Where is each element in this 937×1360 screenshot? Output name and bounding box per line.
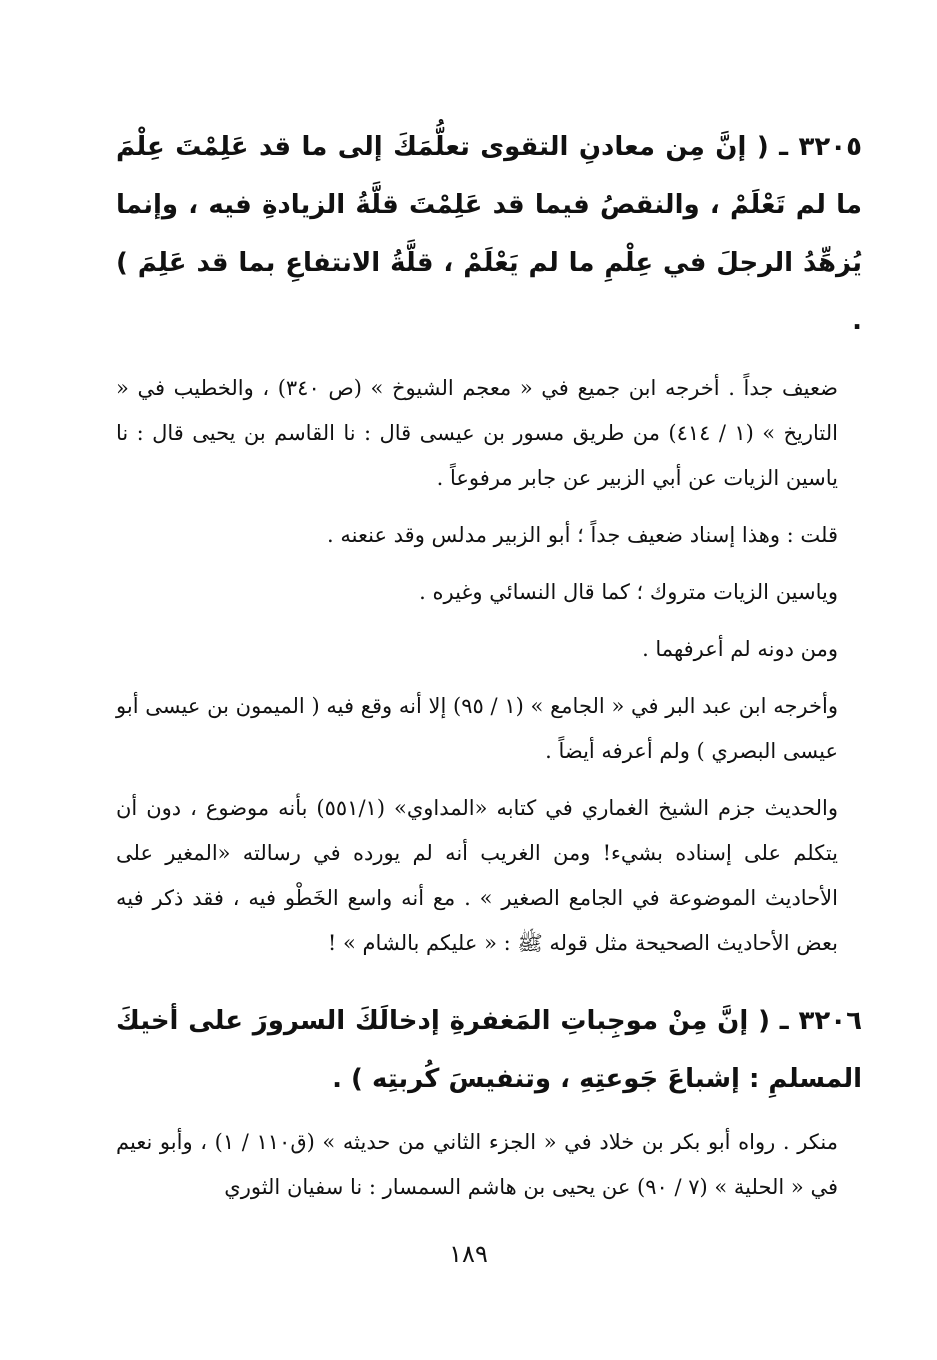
hadith-number: ٣٢٠٥ ـ	[779, 132, 862, 162]
hadith-3206	[116, 992, 862, 1108]
page-number: ١٨٩	[449, 1240, 488, 1268]
page-body	[116, 118, 862, 1210]
hadith-text: ( إنَّ مِنْ موجِباتِ المَغفرةِ إدخالَكَ السرورَ على أخيكَ المسلمِ : إشباعَ جَوعتِهِ ، وتنفيسَ كُربتِه ) .	[116, 1006, 862, 1094]
hadith-text: ( إنَّ مِن معادنِ التقوى تعلُّمَكَ إلى ما قد عَلِمْتَ عِلْمَ ما لم تَعْلَمْ ، والنقصُ فيما قد عَلِمْتَ قلَّةُ الزيادةِ فيه ، وإنما يُزهِّدُ الرجلَ في عِلْمِ ما لم يَعْلَمْ ، قلَّةُ الانتفاعِ بما قد عَلِمَ ) .	[116, 132, 862, 336]
hadith-3205	[116, 118, 862, 350]
commentary-paragraph: وأخرجه ابن عبد البر في « الجامع » (١ / ٩٥) إلا أنه وقع فيه ( الميمون بن عيسى أبو عيسى البصري ) ولم أعرفه أيضاً .	[116, 694, 838, 763]
commentary-paragraph: ومن دونه لم أعرفهما .	[642, 637, 838, 661]
commentary-paragraph: منكر . رواه أبو بكر بن خلاد في « الجزء الثاني من حديثه » (ق١١٠ / ١) ، وأبو نعيم في « الحلية » (٧ / ٩٠) عن يحيى بن هاشم السمسار : نا سفيان الثوري	[116, 1130, 838, 1199]
commentary-paragraph: وياسين الزيات متروك ؛ كما قال النسائي وغيره .	[419, 580, 838, 604]
hadith-number: ٣٢٠٦ ـ	[779, 1006, 862, 1036]
commentary-paragraph: ضعيف جداً . أخرجه ابن جميع في « معجم الشيوخ » (ص ٣٤٠) ، والخطيب في « التاريخ » (١ / ٤١٤) من طريق مسور بن عيسى قال : نا القاسم بن يحيى قال : نا ياسين الزيات عن أبي الزبير عن جابر مرفوعاً .	[116, 376, 838, 490]
commentary-paragraph: قلت : وهذا إسناد ضعيف جداً ؛ أبو الزبير مدلس وقد عنعنه .	[327, 523, 838, 547]
commentary-paragraph: والحديث جزم الشيخ الغماري في كتابه «المداوي» (٥٥١/١) بأنه موضوع ، دون أن يتكلم على إسناده بشيء! ومن الغريب أنه لم يورده في رسالته «المغير على الأحاديث الموضوعة في الجامع الصغير » . مع أنه واسع الخَطْو فيه ، فقد ذكر فيه بعض الأحاديث الصحيحة مثل قوله ﷺ : « عليكم بالشام » !	[116, 796, 838, 955]
